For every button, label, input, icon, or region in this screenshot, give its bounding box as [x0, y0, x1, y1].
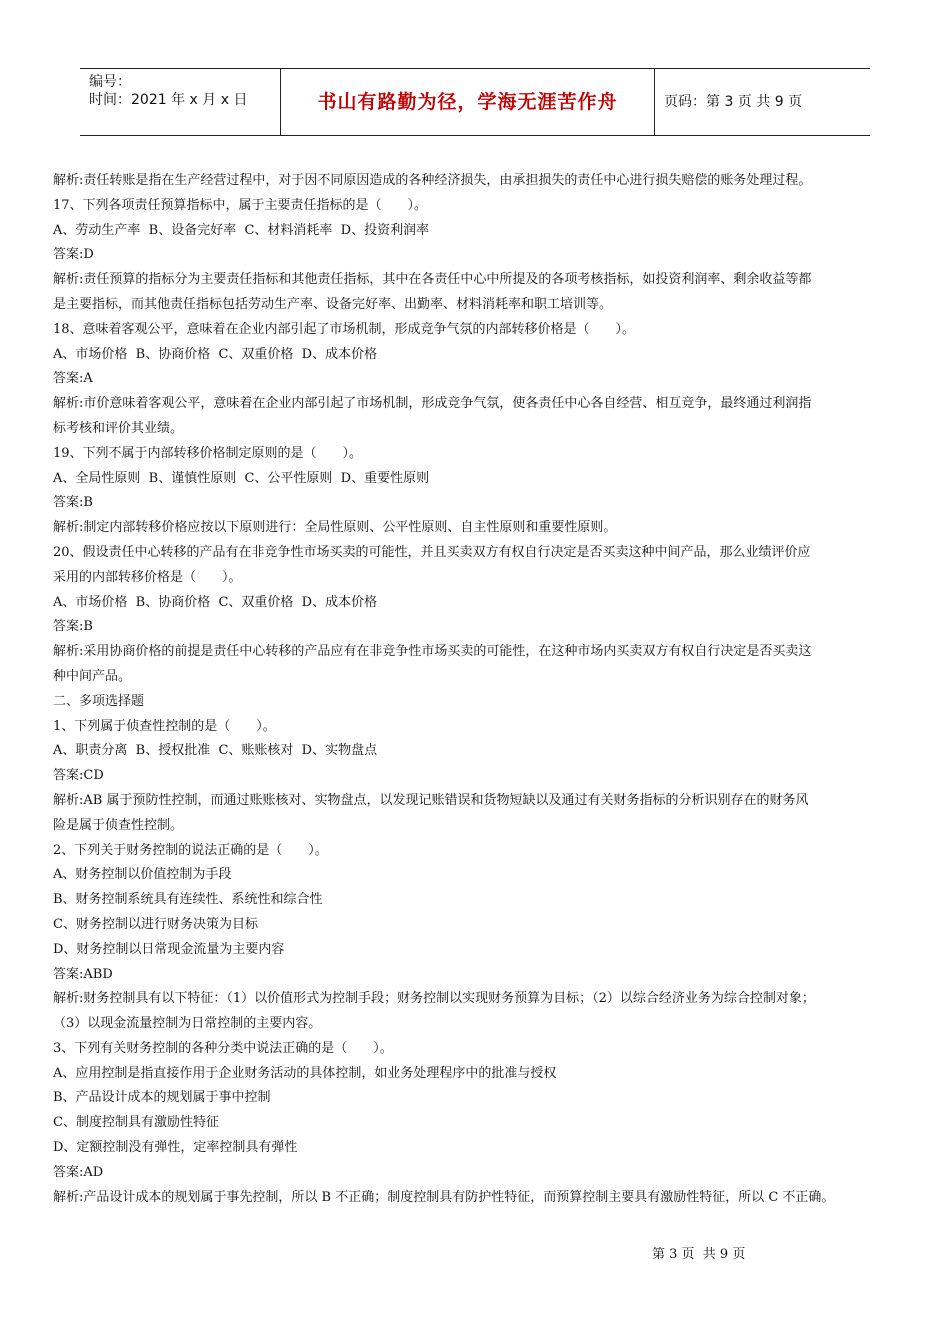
number-label: 编号： [89, 74, 131, 90]
text-line: A、全局性原则 B、谨慎性原则 C、公平性原则 D、重要性原则 [53, 470, 430, 486]
text-line: 2、下列关于财务控制的说法正确的是（ ）。 [53, 842, 328, 858]
text-line: A、职责分离 B、授权批准 C、账账核对 D、实物盘点 [53, 743, 378, 759]
date-label: 时间：2021 年 x 月 x 日 [89, 92, 248, 108]
text-line: 答案:A [53, 371, 93, 387]
text-line: 解析:财务控制具有以下特征：（1）以价值形式为控制手段；财务控制以实现财务预算为目标；（2）以综合经济业务为综合控制对象； [53, 991, 815, 1007]
text-line: 是主要指标，而其他责任指标包括劳动生产率、设备完好率、出勤率、材料消耗率和职工培训等。 [53, 296, 613, 312]
text-line: 解析:产品设计成本的规划属于事先控制，所以 B 不正确；制度控制具有防护性特征，而预算控制主要具有激励性特征，所以 C 不正确。 [53, 1189, 835, 1205]
text-line: 采用的内部转移价格是（ ）。 [53, 569, 242, 585]
text-line: 解析:责任预算的指标分为主要责任指标和其他责任指标，其中在各责任中心中所提及的各项考核指标，如投资利润率、剩余收益等都 [53, 272, 812, 288]
text-line: 答案:B [53, 619, 93, 635]
text-line: 18、意味着客观公平，意味着在企业内部引起了市场机制，形成竞争气氛的内部转移价格是（ ）。 [53, 321, 636, 337]
text-line: 3、下列有关财务控制的各种分类中说法正确的是（ ）。 [53, 1040, 393, 1056]
text-line: 解析:采用协商价格的前提是责任中心转移的产品应有在非竞争性市场买卖的可能性，在这种市场内买卖双方有权自行决定是否买卖这 [53, 644, 812, 660]
text-line: D、定额控制没有弹性，定率控制具有弹性 [53, 1140, 298, 1156]
text-line: （3）以现金流量控制为日常控制的主要内容。 [53, 1016, 322, 1032]
text-line: 二、多项选择题 [53, 693, 145, 709]
document-body [53, 169, 903, 1210]
text-line: 20、假设责任中心转移的产品有在非竞争性市场买卖的可能性，并且买卖双方有权自行决定是否买卖这种中间产品，那么业绩评价应 [53, 544, 811, 560]
header-motto: 书山有路勤为径，学海无涯苦作舟 [281, 69, 655, 135]
text-line: A、劳动生产率 B、设备完好率 C、材料消耗率 D、投资利润率 [53, 222, 430, 238]
text-line: 标考核和评价其业绩。 [53, 420, 184, 436]
text-line: 种中间产品。 [53, 668, 132, 684]
text-line: C、财务控制以进行财务决策为目标 [53, 916, 258, 932]
text-line: 答案:AD [53, 1164, 104, 1180]
text-line: 答案:D [53, 247, 94, 263]
text-line: 解析:AB 属于预防性控制，而通过账账核对、实物盘点，以发现记账错误和货物短缺以及通过有关财务指标的分析识别存在的财务风 [53, 792, 809, 808]
text-line: 1、下列属于侦查性控制的是（ ）。 [53, 718, 276, 734]
text-line: 解析:市价意味着客观公平，意味着在企业内部引起了市场机制，形成竞争气氛，使各责任中心各自经营、相互竞争，最终通过利润指 [53, 396, 812, 412]
text-line: 解析:制定内部转移价格应按以下原则进行：全局性原则、公平性原则、自主性原则和重要性原则。 [53, 520, 617, 536]
text-line: 解析:责任转账是指在生产经营过程中，对于因不同原因造成的各种经济损失，由承担损失的责任中心进行损失赔偿的账务处理过程。 [53, 173, 812, 188]
text-line: B、财务控制系统具有连续性、系统性和综合性 [53, 892, 323, 908]
text-line: A、财务控制以价值控制为手段 [53, 867, 232, 883]
text-line: 答案:B [53, 495, 93, 511]
text-line: A、市场价格 B、协商价格 C、双重价格 D、成本价格 [53, 594, 378, 610]
text-line: A、市场价格 B、协商价格 C、双重价格 D、成本价格 [53, 346, 378, 362]
text-line: 答案:CD [53, 768, 104, 784]
header-meta-cell [80, 69, 281, 135]
text-line: A、应用控制是指直接作用于企业财务活动的具体控制，如业务处理程序中的批准与授权 [53, 1065, 557, 1081]
page-footer: 第 3 页 共 9 页 [652, 1247, 746, 1262]
page-header [80, 68, 870, 136]
text-line: D、财务控制以日常现金流量为主要内容 [53, 941, 285, 957]
text-line: C、制度控制具有激励性特征 [53, 1115, 219, 1131]
text-line: B、产品设计成本的规划属于事中控制 [53, 1090, 271, 1106]
text-line: 17、下列各项责任预算指标中，属于主要责任指标的是（ ）。 [53, 197, 428, 213]
text-line: 19、下列不属于内部转移价格制定原则的是（ ）。 [53, 445, 363, 461]
header-page-info: 页码：第 3 页 共 9 页 [664, 94, 803, 110]
text-line: 险是属于侦查性控制。 [53, 817, 184, 833]
text-line: 答案:ABD [53, 966, 113, 982]
